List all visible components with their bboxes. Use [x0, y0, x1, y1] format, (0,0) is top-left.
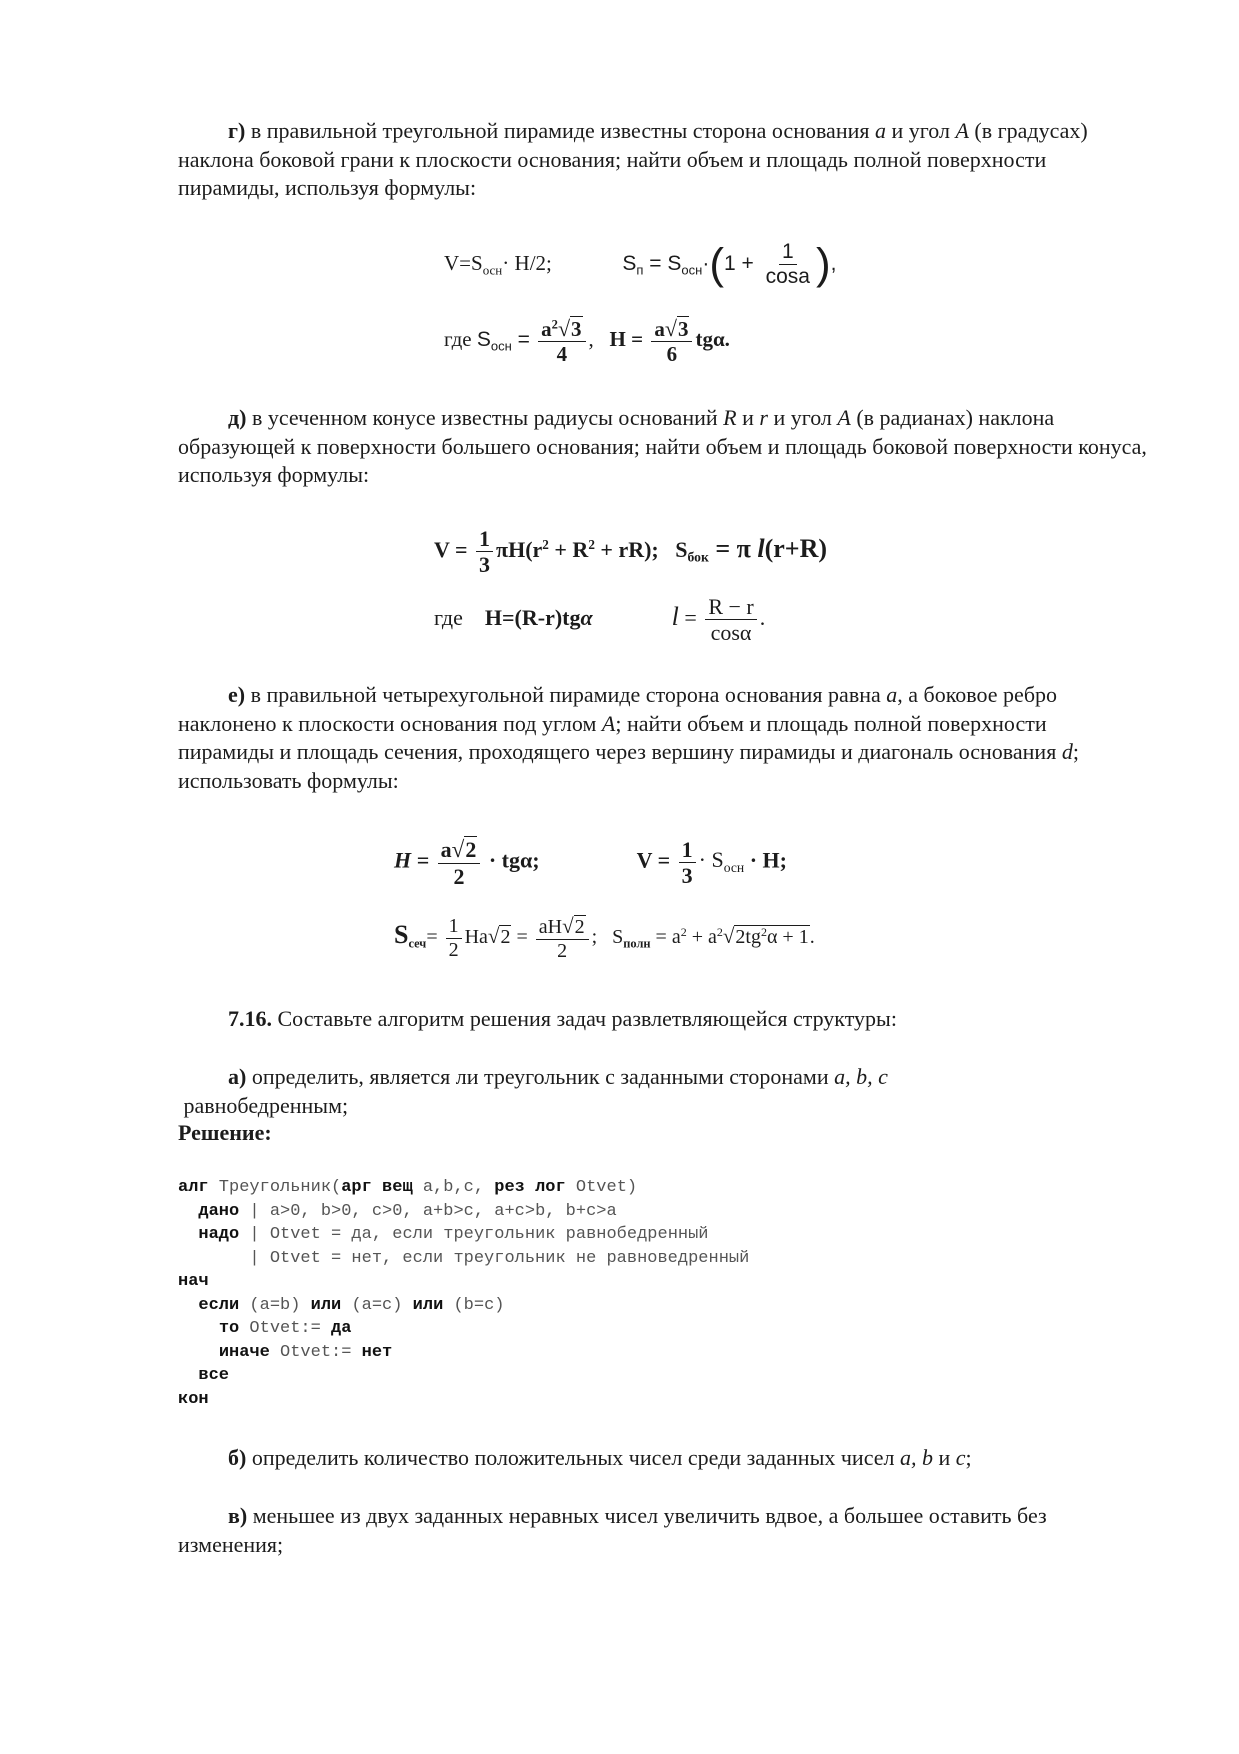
- radicand: 3: [677, 317, 689, 341]
- task-b-label: б): [228, 1445, 247, 1470]
- code-kw: да: [331, 1319, 352, 1338]
- fraction: $\frac{a√2}{2}$: [438, 836, 481, 889]
- radicand: 2: [500, 926, 511, 949]
- code-text: (b=c): [443, 1295, 505, 1315]
- conj: и: [742, 405, 754, 430]
- radicand: 3: [571, 317, 582, 341]
- formula-text: ,: [588, 327, 594, 352]
- formula-text: =: [678, 604, 697, 630]
- var-A: A: [955, 118, 969, 143]
- fraction: [763, 240, 813, 289]
- formula-text: V =: [636, 847, 671, 873]
- task-g-paragraph: [178, 117, 1148, 203]
- formula-text: Ha: [464, 926, 488, 949]
- code-kw: все: [198, 1366, 230, 1385]
- formula-text: + a: [686, 926, 717, 949]
- formula-g-1: $V=S_{осн}\cdot H/2$; $S_п = S_{осн}\cdot(1$ + $\frac{1}{\cos a}$ ),: [444, 239, 837, 289]
- punct: ;: [965, 1445, 972, 1470]
- task-b-paragraph: [178, 1444, 1148, 1473]
- var-r: r: [759, 405, 768, 430]
- code-text: | Otvet = нет, если треугольник не равноведренный: [178, 1248, 750, 1268]
- formula-text: S: [675, 536, 688, 562]
- formula-d-1: [434, 526, 827, 578]
- superscript: 2: [542, 536, 549, 552]
- var-A: A: [601, 710, 616, 736]
- code-kw: или: [310, 1295, 342, 1315]
- formula-text: · tgα;: [488, 847, 540, 873]
- formula-text: .: [759, 604, 766, 630]
- task-e-label: е): [228, 682, 246, 707]
- denominator: 2: [448, 939, 459, 961]
- formula-sub: осн: [490, 338, 512, 354]
- denominator: cosα: [710, 620, 752, 646]
- task-d-text-1: в усеченном конусе известны радиусы оснований: [251, 405, 718, 430]
- task-e-text-3: ; найти объем и площадь полной поверхности пирамиды и площадь сечения, проходящего через вершину пирамиды и диагональ основания: [178, 710, 1057, 764]
- radicand: 2tg: [735, 926, 761, 949]
- formula-sub: сеч: [408, 936, 427, 951]
- numerator: a: [440, 837, 452, 862]
- denominator: 2: [453, 863, 465, 889]
- code-kw: арг вещ: [341, 1178, 413, 1197]
- code-text: (a=c): [341, 1295, 413, 1315]
- code-text: | a>0, b>0, c>0, a+b>c, a+c>b, b+c>a: [239, 1201, 617, 1221]
- code-kw: то: [218, 1319, 240, 1338]
- var-a: a: [886, 682, 898, 707]
- conj: и: [938, 1445, 951, 1470]
- formula-text: ,: [830, 252, 837, 276]
- formula-text: S: [476, 328, 491, 352]
- formula-text: · H/2;: [502, 251, 552, 276]
- radicand: 2: [574, 916, 585, 938]
- formula-sub: осн: [482, 262, 503, 278]
- code-kw: нет: [361, 1342, 393, 1362]
- fraction: [679, 837, 696, 889]
- task-e-text-4: ; использовать формулы:: [178, 739, 1079, 793]
- vars-ab: a, b: [899, 1445, 933, 1470]
- formula-text: = S: [643, 252, 682, 276]
- superscript: 2: [716, 924, 723, 939]
- numerator: R − r: [705, 594, 756, 620]
- formula-text: V =: [434, 536, 468, 562]
- denominator: 6: [666, 342, 678, 367]
- numerator: a: [654, 317, 665, 341]
- numerator: aH: [538, 916, 563, 938]
- task-v-paragraph: [178, 1502, 1148, 1559]
- fraction: $\frac{a^2√3}{4}$: [538, 316, 585, 366]
- numerator: 1: [779, 240, 797, 265]
- formula-g-2: [444, 316, 730, 366]
- task-g-label: г): [228, 118, 246, 143]
- task-e-text-1: в правильной четырехугольной пирамиде сторона основания равна: [250, 682, 881, 707]
- numerator: 1: [679, 837, 696, 863]
- numerator: a: [541, 317, 552, 341]
- var-R: R: [723, 405, 737, 430]
- denominator: 3: [479, 552, 491, 578]
- fraction: [705, 594, 756, 646]
- radicand: 2: [465, 837, 477, 862]
- formula-text: · H;: [744, 847, 787, 873]
- solution-heading: Решение:: [178, 1120, 272, 1145]
- radicand: α + 1: [766, 926, 809, 949]
- denominator: 4: [556, 342, 568, 367]
- code-kw: рез лог: [494, 1178, 566, 1197]
- formula-text: =: [511, 926, 528, 949]
- code-text: Otvet): [565, 1178, 638, 1197]
- formula-d-2: [434, 594, 765, 646]
- code-kw: нач: [178, 1272, 209, 1291]
- formula-e-1: [394, 836, 787, 889]
- task-a-label: а): [228, 1064, 247, 1089]
- var-d: d: [1061, 739, 1073, 764]
- code-kw: иначе: [218, 1342, 270, 1362]
- formula-text: =: [426, 926, 438, 949]
- var-a: a: [875, 118, 886, 143]
- code-text: Otvet:=: [239, 1319, 332, 1338]
- denominator: 2: [557, 940, 568, 962]
- code-text: Otvet:=: [269, 1342, 362, 1362]
- formula-text: где: [434, 604, 463, 630]
- formula-sub: полн: [623, 936, 651, 951]
- formula-text: S: [394, 920, 409, 950]
- formula-text: H =: [609, 327, 644, 352]
- formula-text: S: [612, 926, 624, 949]
- code-kw: надо: [198, 1225, 240, 1244]
- formula-text: = π: [708, 533, 751, 563]
- code-kw: дано: [198, 1201, 240, 1221]
- formula-text: l: [671, 601, 679, 631]
- denominator: 3: [681, 862, 693, 888]
- var-c: c: [955, 1445, 966, 1470]
- formula-text: =: [511, 328, 530, 352]
- formula-text: α: [580, 604, 593, 630]
- task-e-paragraph: [178, 681, 1148, 795]
- task-d-label: д): [228, 405, 247, 430]
- task-d-text-2: и угол: [773, 405, 832, 430]
- fraction: $\frac{a√3}{6}$: [651, 316, 692, 366]
- superscript: 2: [588, 536, 595, 552]
- task-a-text-1: определить, является ли треугольник с заданными сторонами: [251, 1064, 829, 1089]
- code-kw: алг: [178, 1178, 209, 1197]
- task-v-text-1: меньшее из двух заданных неравных чисел увеличить вдвое, а большее оставить без изменения;: [178, 1503, 1047, 1557]
- formula-text: + R: [548, 536, 589, 562]
- formula-text: l: [757, 533, 765, 563]
- formula-text: = a: [650, 926, 681, 949]
- formula-text: где: [444, 327, 472, 352]
- fraction: [446, 915, 462, 962]
- task-v-label: в): [228, 1503, 248, 1528]
- formula-text: .: [809, 926, 815, 949]
- formula-text: 1 +: [723, 252, 754, 276]
- formula-text: H =: [394, 847, 430, 873]
- task-716-text: Составьте алгоритм решения задач развлетвляющейся структуры:: [277, 1006, 897, 1031]
- code-text: | Otvet = да, если треугольник равнобедренный: [239, 1225, 709, 1244]
- task-d-paragraph: [178, 404, 1148, 490]
- formula-sub: осн: [723, 860, 745, 876]
- formula-sub: осн: [681, 262, 703, 278]
- superscript: 2: [760, 924, 767, 939]
- vars-abc: a, b, c: [834, 1064, 888, 1089]
- formula-text: S: [622, 252, 637, 276]
- formula-text: tgα.: [695, 327, 730, 352]
- task-g-text-3: (в градусах) наклона боковой грани к плоскости основания; найти объем и площадь полной поверхности пирамиды, используя формулы:: [178, 118, 1088, 200]
- task-g-text-1: в правильной треугольной пирамиде известны сторона основания: [250, 118, 870, 143]
- algorithm-code-block: [178, 1176, 749, 1411]
- code-kw: кон: [178, 1389, 209, 1409]
- task-b-text-1: определить количество положительных чисел среди заданных чисел: [251, 1445, 895, 1470]
- superscript: 2: [551, 317, 558, 332]
- formula-sub: п: [636, 262, 644, 278]
- task-g-text-2: и угол: [891, 118, 950, 143]
- task-716-number: 7.16.: [228, 1006, 272, 1031]
- denominator: cosa: [765, 265, 810, 289]
- code-kw: если: [198, 1295, 240, 1315]
- superscript: 2: [680, 924, 687, 939]
- code-text: (a=b): [239, 1295, 311, 1315]
- formula-text: V=S: [444, 251, 483, 276]
- code-text: a,b,c,: [412, 1178, 495, 1197]
- task-716-paragraph: [178, 1005, 1148, 1034]
- formula-sub: бок: [687, 549, 709, 565]
- code-text: Треугольник(: [208, 1178, 342, 1197]
- formula-text: + rR);: [594, 536, 659, 562]
- formula-e-2: $S_{сеч}=$ $\frac{1}{2}$ Ha√2 = $\frac{aH√2}{2}$ ; $S_{полн} = a^2 + a^2√2tg^2\alpha + 1$.: [394, 914, 815, 962]
- formula-text: ;: [591, 926, 598, 949]
- formula-text: H=(R-r)tg: [484, 604, 581, 630]
- fraction: $\frac{aH√2}{2}$: [536, 914, 589, 963]
- task-a-text-2: равнобедренным;: [183, 1092, 349, 1118]
- numerator: 1: [446, 915, 462, 939]
- numerator: 1: [476, 526, 493, 552]
- formula-text: (r+R): [764, 533, 828, 563]
- formula-text: · S: [698, 847, 724, 873]
- var-A: A: [837, 405, 851, 430]
- formula-text: πH(r: [496, 536, 543, 562]
- fraction: [476, 526, 493, 578]
- task-e-text-2: , а боковое ребро наклонено к плоскости основания под углом: [178, 682, 1058, 736]
- code-kw: или: [412, 1295, 444, 1315]
- task-d-text-3: (в радианах) наклона образующей к поверхности большего основания; найти объем и площадь боковой поверхности конуса, используя формулы:: [178, 405, 1147, 487]
- task-a-paragraph: [178, 1063, 1148, 1120]
